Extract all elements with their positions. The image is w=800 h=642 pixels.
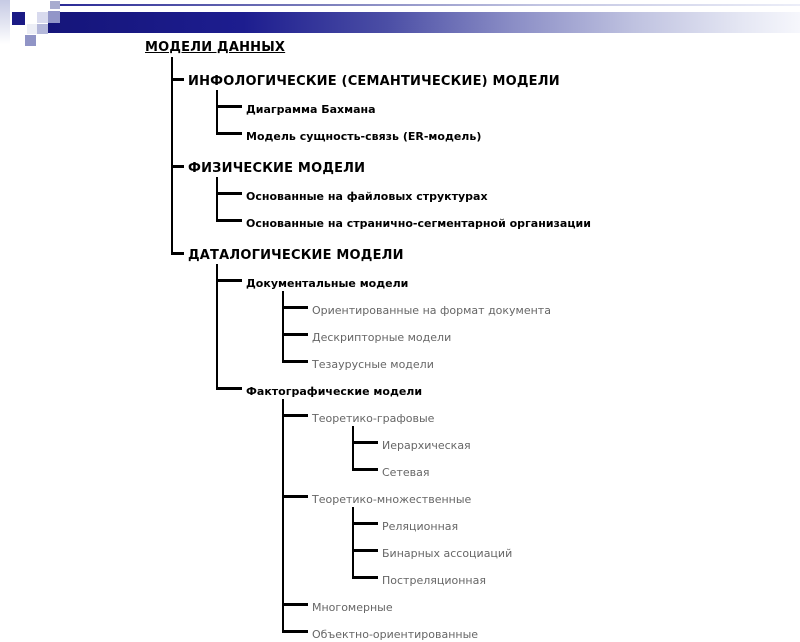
tree-node-label: Дескрипторные модели [312, 331, 452, 344]
tree-branch-group [188, 90, 591, 144]
tree-node-label: ИНФОЛОГИЧЕСКИЕ (СЕМАНТИЧЕСКИЕ) МОДЕЛИ [188, 74, 560, 89]
tree-node [352, 426, 591, 453]
tree-branch-group [188, 177, 591, 231]
tree-branches [145, 57, 591, 642]
tree-node [282, 588, 591, 615]
decor-square [27, 24, 37, 34]
tree-node [352, 561, 591, 588]
tree-node [352, 534, 591, 561]
tree-node [171, 144, 591, 231]
tree-node-label: Документальные модели [246, 277, 409, 290]
tree-node-label: Модель сущность-связь (ER-модель) [246, 130, 482, 143]
decor-square [48, 11, 60, 23]
tree-node [216, 90, 591, 117]
tree-node [171, 57, 591, 144]
tree-node-label: Основанные на странично-сегментарной организации [246, 217, 591, 230]
tree-branch-group [188, 264, 591, 642]
tree-node [282, 399, 591, 480]
tree-node [352, 507, 591, 534]
decor-square [37, 24, 48, 34]
decor-square [25, 35, 36, 46]
tree-node-label: Постреляционная [382, 574, 486, 587]
tree-node-label: Бинарных ассоциаций [382, 547, 513, 560]
tree-node-label: Диаграмма Бахмана [246, 103, 376, 116]
tree-node-label: Многомерные [312, 601, 393, 614]
tree-node-label: Теоретико-графовые [312, 412, 435, 425]
tree-node [352, 453, 591, 480]
tree-node-label: Реляционная [382, 520, 459, 533]
tree-branch-group [312, 426, 591, 480]
tree-root-title: МОДЕЛИ ДАННЫХ [145, 40, 286, 55]
tree-node-label: ФИЗИЧЕСКИЕ МОДЕЛИ [188, 161, 366, 176]
decor-square-navy [12, 12, 25, 25]
tree-node-label: Основанные на файловых структурах [246, 190, 488, 203]
tree-node [216, 204, 591, 231]
tree-node-label: Теоретико-множественные [312, 493, 472, 506]
tree-node [216, 177, 591, 204]
tree-node [282, 291, 591, 318]
tree-branch-group [246, 399, 591, 642]
tree-node [216, 264, 591, 372]
data-models-tree [145, 36, 591, 642]
tree-node-label: ДАТАЛОГИЧЕСКИЕ МОДЕЛИ [188, 248, 404, 263]
tree-node-label: Иерархическая [382, 439, 471, 452]
header-gradient-bar [48, 12, 800, 33]
tree-branch-group [312, 507, 591, 588]
tree-node [282, 615, 591, 642]
tree-node [282, 480, 591, 588]
tree-node-label: Объектно-ориентированные [312, 628, 479, 641]
tree-node [282, 318, 591, 345]
tree-node-label: Тезаурусные модели [312, 358, 434, 371]
tree-node [216, 117, 591, 144]
tree-node-label: Сетевая [382, 466, 430, 479]
decor-square [50, 1, 60, 9]
tree-node-label: Ориентированные на формат документа [312, 304, 551, 317]
header-thin-line [58, 4, 800, 6]
tree-node [216, 372, 591, 642]
tree-branch-group [246, 291, 591, 372]
tree-node [282, 345, 591, 372]
decor-left-strip [0, 0, 10, 44]
tree-node-label: Фактографические модели [246, 385, 423, 398]
decor-square [37, 12, 48, 23]
tree-branch-group [145, 57, 591, 642]
tree-node [171, 231, 591, 642]
